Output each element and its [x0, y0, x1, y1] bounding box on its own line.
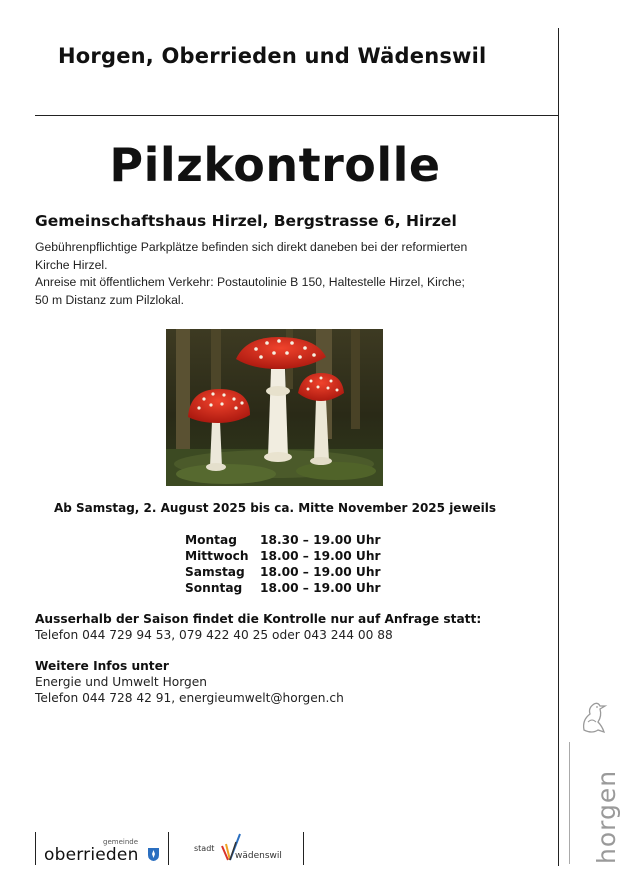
offseason-phones: Telefon 044 729 94 53, 079 422 40 25 oder 043 244 00 88 [35, 628, 393, 642]
info-line: Anreise mit öffentlichem Verkehr: Postautolinie B 150, Haltestelle Hirzel, Kirche; [35, 275, 465, 289]
footer-divider [303, 832, 304, 865]
mushroom-photo [166, 329, 383, 486]
header-municipalities: Horgen, Oberrieden und Wädenswil [58, 44, 487, 68]
horgen-crest-icon [578, 700, 608, 736]
schedule-row [185, 532, 381, 548]
offseason-heading: Ausserhalb der Saison findet die Kontrolle nur auf Anfrage statt: [35, 612, 482, 626]
info-line: 50 m Distanz zum Pilzlokal. [35, 292, 185, 307]
horgen-logo-bar [569, 742, 570, 864]
schedule-day: Sonntag [185, 581, 243, 595]
footer-divider [168, 832, 169, 865]
right-divider [558, 28, 559, 866]
header-divider [35, 115, 559, 116]
schedule-row [185, 548, 381, 564]
schedule-time: 18.00 – 19.00 Uhr [260, 549, 381, 563]
page-title: Pilzkontrolle [109, 138, 441, 192]
oberrieden-logo: oberrieden [44, 845, 139, 865]
info-line: Kirche Hirzel. [35, 257, 108, 272]
schedule-day: Montag [185, 533, 237, 547]
season-dates: Ab Samstag, 2. August 2025 bis ca. Mitte November 2025 jeweils [53, 501, 497, 515]
schedule-time: 18.30 – 19.00 Uhr [260, 533, 381, 547]
more-info-contact: Telefon 044 728 42 91, energieumwelt@horgen.ch [35, 691, 344, 705]
location-heading: Gemeinschaftshaus Hirzel, Bergstrasse 6, Hirzel [35, 212, 457, 230]
horgen-logo: horgen [592, 769, 621, 864]
waedenswil-logo-prefix: stadt [194, 844, 215, 853]
schedule-time: 18.00 – 19.00 Uhr [260, 565, 381, 579]
more-info-department: Energie und Umwelt Horgen [35, 675, 207, 689]
oberrieden-logo-sub: gemeinde [103, 838, 139, 846]
opening-hours [185, 532, 381, 596]
directions-text [35, 239, 535, 309]
schedule-day: Mittwoch [185, 549, 249, 563]
more-info-heading: Weitere Infos unter [35, 659, 169, 673]
footer-divider [35, 832, 36, 865]
oberrieden-crest-icon [148, 848, 159, 861]
schedule-day: Samstag [185, 565, 245, 579]
schedule-row [185, 564, 381, 580]
offseason-section [35, 612, 481, 642]
schedule-time: 18.00 – 19.00 Uhr [260, 581, 381, 595]
schedule-row [185, 580, 381, 596]
waedenswil-logo: wädenswil [235, 851, 282, 861]
info-line: Gebührenpflichtige Parkplätze befinden sich direkt daneben bei der reformierten [35, 240, 468, 254]
more-info-section [35, 658, 344, 706]
